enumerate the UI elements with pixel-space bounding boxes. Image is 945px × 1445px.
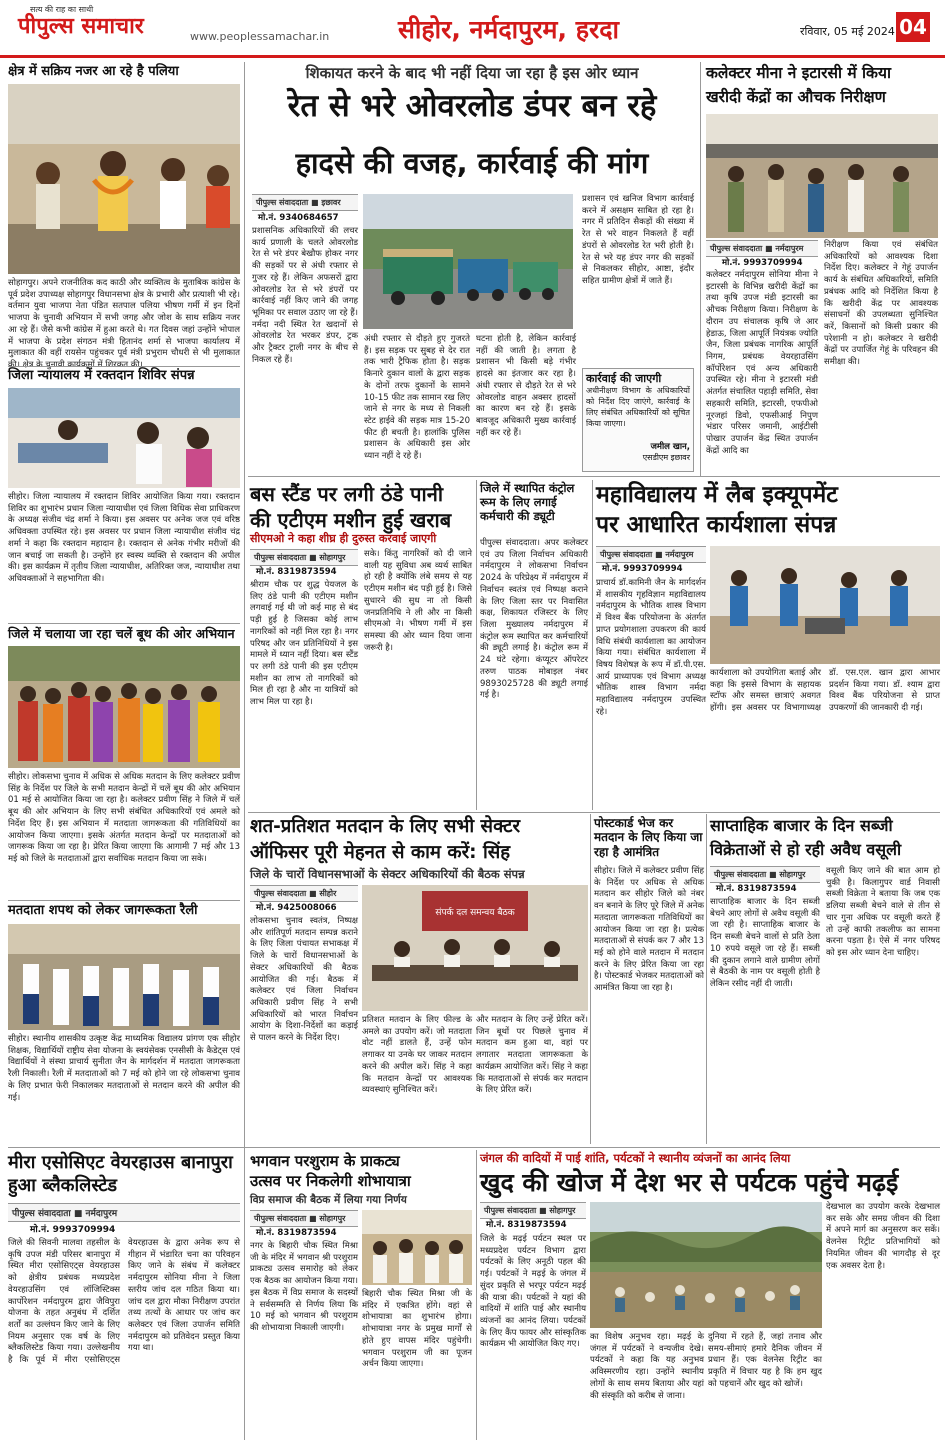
page-number: 04 [896, 12, 930, 42]
headline-parshuram-line1: भगवान परशुराम के प्राकट्य [250, 1152, 400, 1170]
body-tourism-col4: देखभाल का उपयोग करके देखभाल कर सके और समग्र जीवन की दिशा में अपने मार्ग का अनुसरण कर सकें। वेलनेस रिट्रीट प्रतिभागियों को नियमित जीवन की भागदौड़ से दूर एक अवसर देता है। [826, 1202, 940, 1271]
photo-inspection [706, 114, 938, 238]
column-divider [244, 62, 245, 1440]
story-divider [248, 476, 940, 477]
body-blood: सीहोर। जिला न्यायालय में रक्तदान शिविर आयोजित किया गया। रक्तदान शिविर का शुभारंभ प्रधान जिला न्यायाधीश एवं जिला विधिक सेवा प्राधिकरण के अध्यक्ष संजीव चंद्र शर्मा ने किया। इस अवसर पर अनेक जज एवं वरिष्ठ अधिवक्ता उपस्थित रहे। इस अवसर पर प्रधान जिला न्यायाधीश संजीव चंद्र शर्मा ने कहा कि रक्तदान महादान है। रक्तदान से अनेक गंभीर मरीजों की जान बचाई जा सकती है। उन्होंने हर स्वस्थ व्यक्ति से रक्तदान की अपील की। इस कार्यक्रम में तृतीय जिला न्यायाधीश, अतिरिक्त जज, न्यायाधीश तथा अधिवक्ताओं ने सहभागिता की। [8, 492, 240, 585]
photo-rally [8, 924, 240, 1030]
body-postcard: सीहोर। जिले में कलेक्टर प्रवीण सिंह के निर्देश पर अधिक से अधिक मतदान कर सीहोर जिले को नंबर वन बनाने के लिए पूरे जिले में अनेक मतदाता जागरूकता गतिविधियों का आयोजन किया जा रहा है। प्रत्येक मतदाताओं से संपर्क कर 7 और 13 मई को होने वाले मतदान में मतदान करने के लिए प्रेरित किया जा रहा है। पोस्टकार्ड भेजकर मतदाताओं को आमंत्रित किया जा रहा है। [594, 866, 704, 994]
quote-box-sdm [582, 368, 694, 472]
headline-college-line1: महाविद्यालय में लैब इक्यूपमेंट [596, 482, 838, 508]
body-dumper-col2: अंधी रफ्तार से दौड़ते हुए गुजरते हैं। इस सड़क पर सुबह से देर रात तक भारी ट्रैफिक होता है। सड़क किनारे दुकान वालों के द्वारा सड़क के दोनों तरफ दुकानों के सामने 10-15 फीट तक सामान रख लिए जाने से नगर के मध्य से निकली स्टेट हाईवे की सड़क मात्र 15-20 फीट ही बचती है। हालांकि पुलिस प्रशासन के अधिकारी इस ओर ध्यान नहीं दे रहे हैं। [364, 334, 470, 462]
body-tourism-col3: दुनिया में रहते हैं, जहां तनाव और समय-सीमाएं हमारे दैनिक जीवन में प्रधान हैं। एक वेलनेस रिट्रीट का प्रकृति में विचार यह है कि हम खुद को पहचानें और खुद को खोजें। [708, 1332, 822, 1389]
column-divider [700, 62, 701, 477]
kicker-tourism: जंगल की वादियों में पाई शांति, पर्यटकों ने स्थानीय व्यंजनों का आनंद लिया [480, 1151, 791, 1165]
mobile-atm: मो.नं. 8319873594 [256, 567, 337, 577]
body-sector-col1: लोकसभा चुनाव स्वतंत्र, निष्पक्ष और शांतिपूर्ण मतदान सम्पन्न कराने के लिए जिला पंचायत सभाकक्ष में जिले के चारों विधानसभाओं के सेक्टर अधिकारियों की बैठक आयोजित की गई। बैठक में कलेक्टर एवं जिला निर्वाचन अधिकारी प्रवीण सिंह ने सभी अधिकारियों को भारत निर्वाचन आयोग के दिशा-निर्देशों का कड़ाई से पालन करने के निर्देश दिए। [250, 916, 358, 1044]
mobile-meera: मो.नं. 9993709994 [30, 1225, 116, 1235]
mobile-parshuram: मो.नं. 8319873594 [256, 1228, 337, 1238]
headline-college-line2: पर आधारित कार्यशाला संपन्न [596, 512, 837, 538]
website-url[interactable]: www.peoplessamachar.in [190, 30, 330, 43]
headline-dumper-line1: रेत से भरे ओवरलोड डंपर बन रहे [287, 88, 657, 124]
body-booth: सीहोर। लोकसभा चुनाव में अधिक से अधिक मतदान के लिए कलेक्टर प्रवीण सिंह के निर्देश पर जिले के सभी मतदान केन्द्रों में चलें बूथ की ओर अभियान 01 मई से आयोजित किया जा रहा है। कलेक्टर प्रवीण सिंह ने जिले में चलें बूथ की ओर अभियान के लिए सभी संबंधित अधिकारियों एवं अमले को निर्देश दिए हैं। इस अभियान में मतदाता जागरूकता की गतिविधियों का आयोजन किया जाएगा। इसके अंतर्गत मतदान केन्द्रों पर मतदाताओं को जागरूक किया जा रहा है। प्रेरित किया जाएगा कि आगामी 7 मई और 13 मई को जिले के मतदाताओं द्वारा सर्वाधिक मतदान किया जा सके। [8, 772, 240, 865]
headline-market-line2: विक्रेताओं से हो रही अवैध वसूली [710, 840, 902, 859]
body-atm-col1: श्रीराम चौक पर शुद्ध पेयजल के लिए ठंडे पानी की एटीएम मशीन लगवाई गई थी जो कई माह से बंद पड़ी हुई है जिसका कोई लाभ नागरिकों को नहीं मिल रहा है। नगर परिषद और जन प्रतिनिधियों ने इस मामले में ध्यान नहीं दिया। बस स्टैंड पर लगी ठंडे पानी की इस एटीएम मशीन का लाभ तो नागरिकों को मिल ही रहा है और ना यात्रियों को लाभ मिल पा रहा है। [250, 580, 358, 708]
parshuram-photo [362, 1210, 472, 1285]
body-college-col1: प्राचार्य डॉ.कामिनी जैन के मार्गदर्शन में शासकीय गृहविज्ञान महाविद्यालय नर्मदापुरम के भौतिक शास्त्र विभाग में विश्व बैंक परियोजना के अंतर्गत प्राप्त प्रयोगशाला उपकरण की कार्य विधि संबंधी कार्यशाला का आयोजन किया गया। संबंधित कार्यशाला में विषय विशेषज्ञ के रूप में डॉ.पी.एस. आर्य प्राध्यापक एवं विभाग अध्यक्ष भौतिक शास्त्र विभाग नर्मदा महाविद्यालय नर्मदापुरम उपस्थित रहे। [596, 578, 706, 717]
body-inspection-col1: कलेक्टर नर्मदापुरम सोनिया मीना ने इटारसी के विभिन्न खरीदी केंद्रों का तथा कृषि उपज मंडी इटारसी का औचक निरीक्षण किया। निरीक्षण के दौरान उप संचालक कृषि जे आर हेडाऊ, जिला आपूर्ति नियंत्रक ज्योति जैन, जिला प्रबंधक नागरिक आपूर्ति निगम, प्रबंधक वेयरहाउसिंग कॉर्पोरेशन एवं अन्य अधिकारी उपस्थित रहे। मीना ने इटारसी मंडी अंतर्गत संचालित पहाड़ी समिति, सेवा सहकारी समिति, इटारसी, एफपीओ नूरजहां डिवो, एफसीआई निपुण भंडार परिसर जमानी, आईटीसी पोखार उपार्जन केंद्र स्थित उपार्जन केंद्रों आदि का [706, 270, 818, 456]
photo-college-lab [710, 546, 940, 664]
body-dumper-col4: प्रशासन एवं खनिज विभाग कार्रवाई करने में असक्षम साबित हो रहा है। नगर में प्रतिदिन सैकड़ों की संख्या में रेत से भरे वाहन निकलते हैं वहीं डंपरों से ओवरलोड रेत भरी होती है। रेत से भरे यह डंपर नगर की सड़कों से निकलकर सीहोर, आष्टा, इंदौर सहित ग्रामीण क्षेत्रों में जाते हैं। [582, 194, 694, 287]
byline-parshuram: पीपुल्स संवाददाता ■ सोहागपुर [250, 1210, 358, 1227]
body-sector-col2: प्रतिशत मतदान के लिए फील्ड के अमले का उपयोग करें। जो मतदाता वोट नहीं डालते हैं, उन्हें फोन लगाकर या उनके घर जाकर मतदान करने की अपील करें। सिंह ने कहा कि मतदान केन्द्रों पर आवश्यक व्यवस्थाएं सुनिश्चित करें। [362, 1015, 472, 1096]
body-sector-col3: और मतदान के लिए उन्हें प्रेरित करें। जिन बूथों पर पिछले चुनाव में मतदान कम हुआ था, वहां पर लगातार मतदाता जागरूकता के कार्यक्रम आयोजित करें। सिंह ने कहा कि मतदाताओं से संपर्क कर मतदान के लिए प्रेरित करें। [476, 1015, 588, 1096]
headline-booth: जिले में चलाया जा रहा चलें बूथ की ओर अभियान [8, 626, 235, 641]
story-divider [8, 623, 240, 624]
photo-blood-camp [8, 388, 240, 488]
story-divider [8, 900, 240, 901]
mobile-market: मो.नं. 8319873594 [716, 884, 797, 894]
byline-sector: पीपुल्स संवाददाता ■ सीहोर [250, 885, 358, 902]
body-dumper-col1: प्रशासनिक अधिकारियों की लचर कार्य प्रणाली के चलते ओवरलोड रेत से भरे डंपर बेखौफ होकर नगर की सड़कों पर से अंधी रफ्तार से गुजर रहे हैं। लेकिन अफसरों द्वारा ओवरलोड रेत से भरे डंपरों पर कार्रवाई नहीं किए जाने की जगह भूमिका पर सवाल उठाए जा रहे हैं। नर्मदा नदी स्थित रेत खदानों से ओवरलोड रेत भरकर डंपर, ट्रक और ट्रैक्टर ट्राली नगर के बीच से निकल रहे हैं। [252, 226, 358, 365]
headline-atm-line2: की एटीएम मशीन हुई खराब [250, 508, 452, 532]
body-rally: सीहोर। स्थानीय शासकीय उत्कृष्ट केंद्र माध्यमिक विद्यालय प्रांगण एक सीहोर शिक्षक, विद्यार्थियों राष्ट्रीय सेवा योजना के स्वयंसेवक एनसीसी के कैडेट्स एवं विद्यार्थियों ने संस्था प्राचार्य सुनीता जैन के मार्गदर्शन में मतदाता जागरूकता रैली निकाली। रैली में मतदाताओं को 7 मई को होने जा रहे लोकसभा चुनाव के लिए प्रभात फेरी निकालकर मतदाताओं से मतदान करने की अपील की गई। [8, 1034, 240, 1103]
photo-sector-meeting [362, 885, 588, 1011]
headline-dumper-line2: हादसे की वजह, कार्रवाई की मांग [295, 146, 649, 180]
headline-sector-line2: ऑफिसर पूरी मेहनत से काम करें: सिंह [250, 842, 511, 863]
byline-market: पीपुल्स संवाददाता ■ सोहागपुर [710, 866, 820, 883]
quote-title: कार्रवाई की जाएगी [586, 372, 662, 385]
crowd-photo [8, 84, 240, 274]
lab-photo [710, 546, 940, 664]
story-divider [8, 366, 240, 367]
kicker-atm: सीएमओ ने कहा शीघ्र ही दुरुस्त करवाई जाएगी [250, 532, 437, 545]
mobile-tourism: मो.नं. 8319873594 [486, 1220, 567, 1230]
meeting-photo [362, 885, 588, 1011]
kicker-dumper: शिकायत करने के बाद भी नहीं दिया जा रहा है इस ओर ध्यान [305, 64, 639, 82]
kicker-sector: जिले के चारों विधानसभाओं के सेक्टर अधिकारियों की बैठक संपन्न [250, 867, 525, 881]
body-college-col2: कार्यशाला को उपयोगिता बताई और कहा कि इससे विभाग के सहायक स्टॉफ और समस्त छात्राएं अवगत होंगी। इस अवसर पर विभागाध्यक्ष डॉ. एस.एल. खान द्वारा आभार प्रदर्शन किया गया। डॉ. श्याम द्वारा विश्व बैंक परियोजना से प्राप्त उपकरणों की जानकारी दी गई। [710, 668, 940, 714]
headline-patliya: क्षेत्र में सक्रिय नजर आ रहे है पलिया [8, 64, 179, 79]
newspaper-logo: पीपुल्स समाचार [18, 14, 144, 39]
quote-body: अधीनीक्षण विभाग के अधिकारियों को निर्देश दिए जाएंगे, कार्रवाई के लिए संबंधित अधिकारियों को सूचित किया जाएगा। [586, 386, 690, 429]
body-parshuram-col2: बिहारी चौक स्थित मिश्रा जी के मंदिर में एकत्रित होंगे। वहां से शोभायात्रा का शुभारंभ होगा। शोभायात्रा नगर के प्रमुख मार्गों से होते हुए वापस मंदिर पहुंचेगी। भगवान परशुराम जी का पूजन अर्चन किया जाएगा। [362, 1289, 472, 1370]
headline-inspection-line1: कलेक्टर मीना ने इटारसी में किया [706, 64, 891, 82]
body-dumper-col3: घटना होती है, लेकिन कार्रवाई नहीं की जाती है। लगता है प्रशासन भी किसी बड़े गंभीर हादसे का इंतजार कर रहा है। अंधी रफ्तार से दौड़ते रेत से भरे ओवरलोड वाहन अक्सर हादसों का कारण बन रहे हैं। इसके बावजूद अधिकारी मुख्य कार्रवाई नहीं कर रहे हैं। [476, 334, 576, 438]
body-tourism-col1: जिले के मढ़ई पर्यटन स्थल पर मध्यप्रदेश पर्यटन विभाग द्वारा पर्यटकों के लिए अनूठी पहल की गई। पर्यटकों ने मढ़ई के जंगल में सुंदर प्रकृति से भरपूर पर्यटन मढ़ई की यात्रा की। पर्यटकों ने यहां की वादियों में शांति पाई और स्थानीय व्यंजनों का आनंद लिया। पर्यटकों के लिए कैंप फायर और सांस्कृतिक कार्यक्रम भी आयोजित किए गए। [480, 1234, 586, 1350]
headline-postcard: पोस्टकार्ड भेज कर मतदान के लिए किया जा रहा है आमंत्रित [594, 816, 703, 859]
quote-role: एसडीएम इछावर [642, 453, 690, 463]
photo-patliya-crowd [8, 84, 240, 274]
headline-sector-line1: शत-प्रतिशत मतदान के लिए सभी सेक्टर [250, 816, 521, 837]
trucks-photo [363, 194, 573, 329]
body-inspection-col2: निरीक्षण किया एवं संबंधित अधिकारियों को आवश्यक दिशा निर्देश दिए। कलेक्टर ने गेहूं उपार्जन कार्य के संबंधित अधिकारियों, समिति प्रबंधक आदि को निर्देशित किया है कि खरीदी केंद्र पर आवश्यक संसाधनों की उपलब्धता सुनिश्चित करें, किसानों को किसी प्रकार की परेशानी न हो। कलेक्टर ने खरीदी केंद्रों पर उपार्जित गेहूं के परिवहन की समीक्षा की। [824, 240, 938, 368]
mobile-inspection: मो.नं. 9993709994 [722, 258, 803, 268]
column-divider [706, 814, 707, 1144]
photo-tourism-forest [590, 1202, 822, 1328]
body-patliya: सोहागपुर। अपने राजनीतिक कद काठी और व्यक्तित्व के मुताबिक कांग्रेस के पूर्व प्रदेश उपाध्यक्ष सोहागपुर विधानसभा क्षेत्र के प्रभारी और प्रत्याशी भी रहे। वर्तमान युवा भाजपा नेता पंडित सतपाल पलिया भीषण गर्मी में इन दिनों भाजपा के चुनावी अभियान में सभी जगह और जोश के साथ सक्रिय नजर आ रहे हैं। जैसे कभी कांग्रेस में हुआ करते थे। गत दिवस जहां उन्होंने भोपाल में भाजपा के प्रदेश संगठन मंत्री हितानंद शर्मा से भाजपा कार्यालय में मुलाकात की वहीं रायसेन पहुंचकर पूर्व मंत्री प्रभुराम चौधरी से भी मुलाकात [8, 278, 240, 359]
story-divider [248, 812, 940, 813]
column-divider [476, 1150, 477, 1440]
kicker-parshuram: विप्र समाज की बैठक में लिया गया निर्णय [250, 1194, 407, 1206]
page-region-title: सीहोर, नर्मदापुरम, हरदा [398, 15, 619, 44]
byline-atm: पीपुल्स संवाददाता ■ सोहागपुर [250, 549, 358, 566]
photo-booth-women [8, 646, 240, 768]
inspection-photo [706, 114, 938, 238]
body-tourism-col2: का विशेष अनुभव रहा। मढ़ई के जंगल में पर्यटकों ने वन्यजीव देखे। पर्यटकों ने कहा कि यह अनुभव अविस्मरणीय रहा। उन्होंने स्थानीय लोगों के साथ समय बिताया और यहां की संस्कृति को करीब से जाना। [590, 1332, 704, 1401]
byline-tourism: पीपुल्स संवाददाता ■ सोहागपुर [480, 1202, 586, 1219]
headline-control-room: जिले में स्थापित कंट्रोल रूम के लिए लगाई कर्मचारी की ड्यूटी [480, 481, 575, 523]
booth-photo [8, 646, 240, 768]
body-meera: जिले की सिवनी मालवा तहसील के कृषि उपज मंडी परिसर बानापुरा में स्थित मीरा एसोसिएट्स वेयरहाउस को क्षेत्रीय प्रबंधक मध्यप्रदेश वेयरहाउसिंग एवं लॉजिस्टिक्स कार्पोरेशन नर्मदापुरम द्वारा जैविपुरा योजना के तहत अनुबंध में दर्शित शर्तों का उल्लंघन किए जाने के लिए नियम अनुसार एक वर्ष के लिए ब्लैकलिस्टेड किया गया। उल्लेखनीय है कि पूर्व में मीरा एसोसिएट्स वेयरहाउस के द्वारा अनेक रूप से गीहान में भंडारित चना का परिवहन किए जाने के संबंध में कलेक्टर नर्मदापुरम सोनिया मीना ने जिला स्तरीय जांच दल गठित किया था। जांच दल द्वारा मौका निरीक्षण उपरांत तथ्य तत्थों के आधार पर जांच कर कलेक्टर एवं जिला उपार्जन समिति नर्मदापुरम को प्रतिवेदन प्रस्तुत किया गया था। [8, 1238, 240, 1366]
photo-parshuram-meeting [362, 1210, 472, 1285]
body-market-col2: वसूली किए जाने की बात आम हो चुकी है। किलागुपर वार्ड निवासी सब्जी विक्रेता ने बताया कि जब एक डलिया सब्जी बेचने वाले से तीन से चार गुना अधिक पर वसूली करते हैं तो उन्हें काफी तकलीफ का सामना करना पड़ता है। ऐसे में नगर परिषद को इस ओर ध्यान देना चाहिए। [826, 866, 940, 959]
body-market-col1: साप्ताहिक बाजार के दिन सब्जी बेचने आए लोगों से अवैध वसूली की जा रही है। साप्ताहिक बाजार के दिन सब्जी बेचने वालों से प्रति ठेला 10 रुपये वसूले जा रहे हैं। सब्जी की दुकान लगाने वाले ग्रामीण लोगों से बैठकी के नाम पर वसूली होती है लेकिन रसीद नहीं दी जाती। [710, 897, 820, 990]
blood-camp-photo [8, 388, 240, 488]
column-divider [592, 480, 593, 810]
mobile-sector: मो.नं. 9425008066 [256, 903, 337, 913]
headline-parshuram-line2: उत्सव पर निकलेगी शोभायात्रा [250, 1172, 411, 1190]
brand-tagline: सत्य की राह का साथी [30, 5, 94, 14]
byline-dumper: पीपुल्स संवाददाता ■ इछावर [252, 194, 358, 211]
headline-inspection-line2: खरीदी केंद्रों का औचक निरीक्षण [706, 88, 886, 106]
meeting-banner-text: संपर्क दल समन्वय बैठक [435, 908, 515, 918]
headline-tourism: खुद की खोज में देश भर से पर्यटक पहुंचे मढ़ई [480, 1168, 899, 1197]
headline-meera: मीरा एसोसिएट वेयरहाउस बानापुरा हुआ ब्लैकलिस्टेड [8, 1152, 233, 1196]
body-control-room: पीपुल्स संवाददाता। अपर कलेक्टर एवं उप जिला निर्वाचन अधिकारी नर्मदापुरम ने लोकसभा निर्वाचन 2024 के परिप्रेक्ष्य में नर्मदापुरम में निर्वाचन स्वतंत्र एवं निष्पक्ष कराने के लिए जिला स्तर पर निवासित कक्ष, शिकायत रजिस्टर के लिए जिला मुख्यालय नर्मदापुरम में कंट्रोल रूम स्थापित कर कर्मचारियों की ड्यूटी लगाई है। कंट्रोल रूम में 24 घंटे रहेगा। कंप्यूटर ऑपरेटर तरुण पाठक मोबाइल नंबर 9893025728 की ड्यूटी लगाई गई है। [480, 538, 588, 701]
quote-name: जमील खान, [650, 442, 690, 453]
mobile-dumper: मो.नं. 9340684657 [258, 213, 339, 223]
mobile-college: मो.नं. 9993709994 [602, 564, 683, 574]
headline-market-line1: साप्ताहिक बाजार के दिन सब्जी [710, 816, 893, 835]
headline-blood: जिला न्यायालय में रक्तदान शिविर संपन्न [8, 368, 195, 383]
column-divider [590, 814, 591, 1144]
byline-college: पीपुल्स संवाददाता ■ नर्मदापुरम [596, 546, 706, 563]
story-divider [478, 1147, 940, 1148]
story-divider [8, 1147, 478, 1148]
column-divider [476, 480, 477, 810]
forest-photo [590, 1202, 822, 1328]
photo-dumper-trucks [363, 194, 573, 329]
rally-photo [8, 924, 240, 1030]
headline-atm-line1: बस स्टैंड पर लगी ठंडे पानी [250, 482, 443, 506]
body-parshuram-col1: नगर के बिहारी चौक स्थित मिश्रा जी के मंदिर में भगवान श्री परशुराम प्राकट्य उत्सव समारोह को लेकर एक बैठक का आयोजन किया गया। इस बैठक में विप्र समाज के सदस्यों ने सर्वसम्मति से निर्णय लिया कि 10 मई को भगवान श्री परशुराम की शोभायात्रा निकाली जाएगी। [250, 1241, 358, 1334]
headline-rally: मतदाता शपथ को लेकर जागरूकता रैली [8, 903, 198, 918]
byline-meera: पीपुल्स संवाददाता ■ नर्मदापुरम [8, 1203, 240, 1222]
byline-inspection: पीपुल्स संवाददाता ■ नर्मदापुरम [706, 240, 818, 257]
dateline: रविवार, 05 मई 2024 [800, 25, 895, 38]
body-atm-col2: सके। किंतु नागरिकों को दी जाने वाली यह सुविधा अब व्यर्थ साबित हो रही है क्योंकि लंबे समय से यह एटीएम मशीन बंद पड़ी हुई है। जिसे सुधारने की सुध ना तो किसी जनप्रतिनिधि ने ली और ना किसी सीएमओ ने। भीषण गर्मी में इस समस्या की ओर ध्यान दिया जाना जरूरी है। [364, 549, 472, 653]
